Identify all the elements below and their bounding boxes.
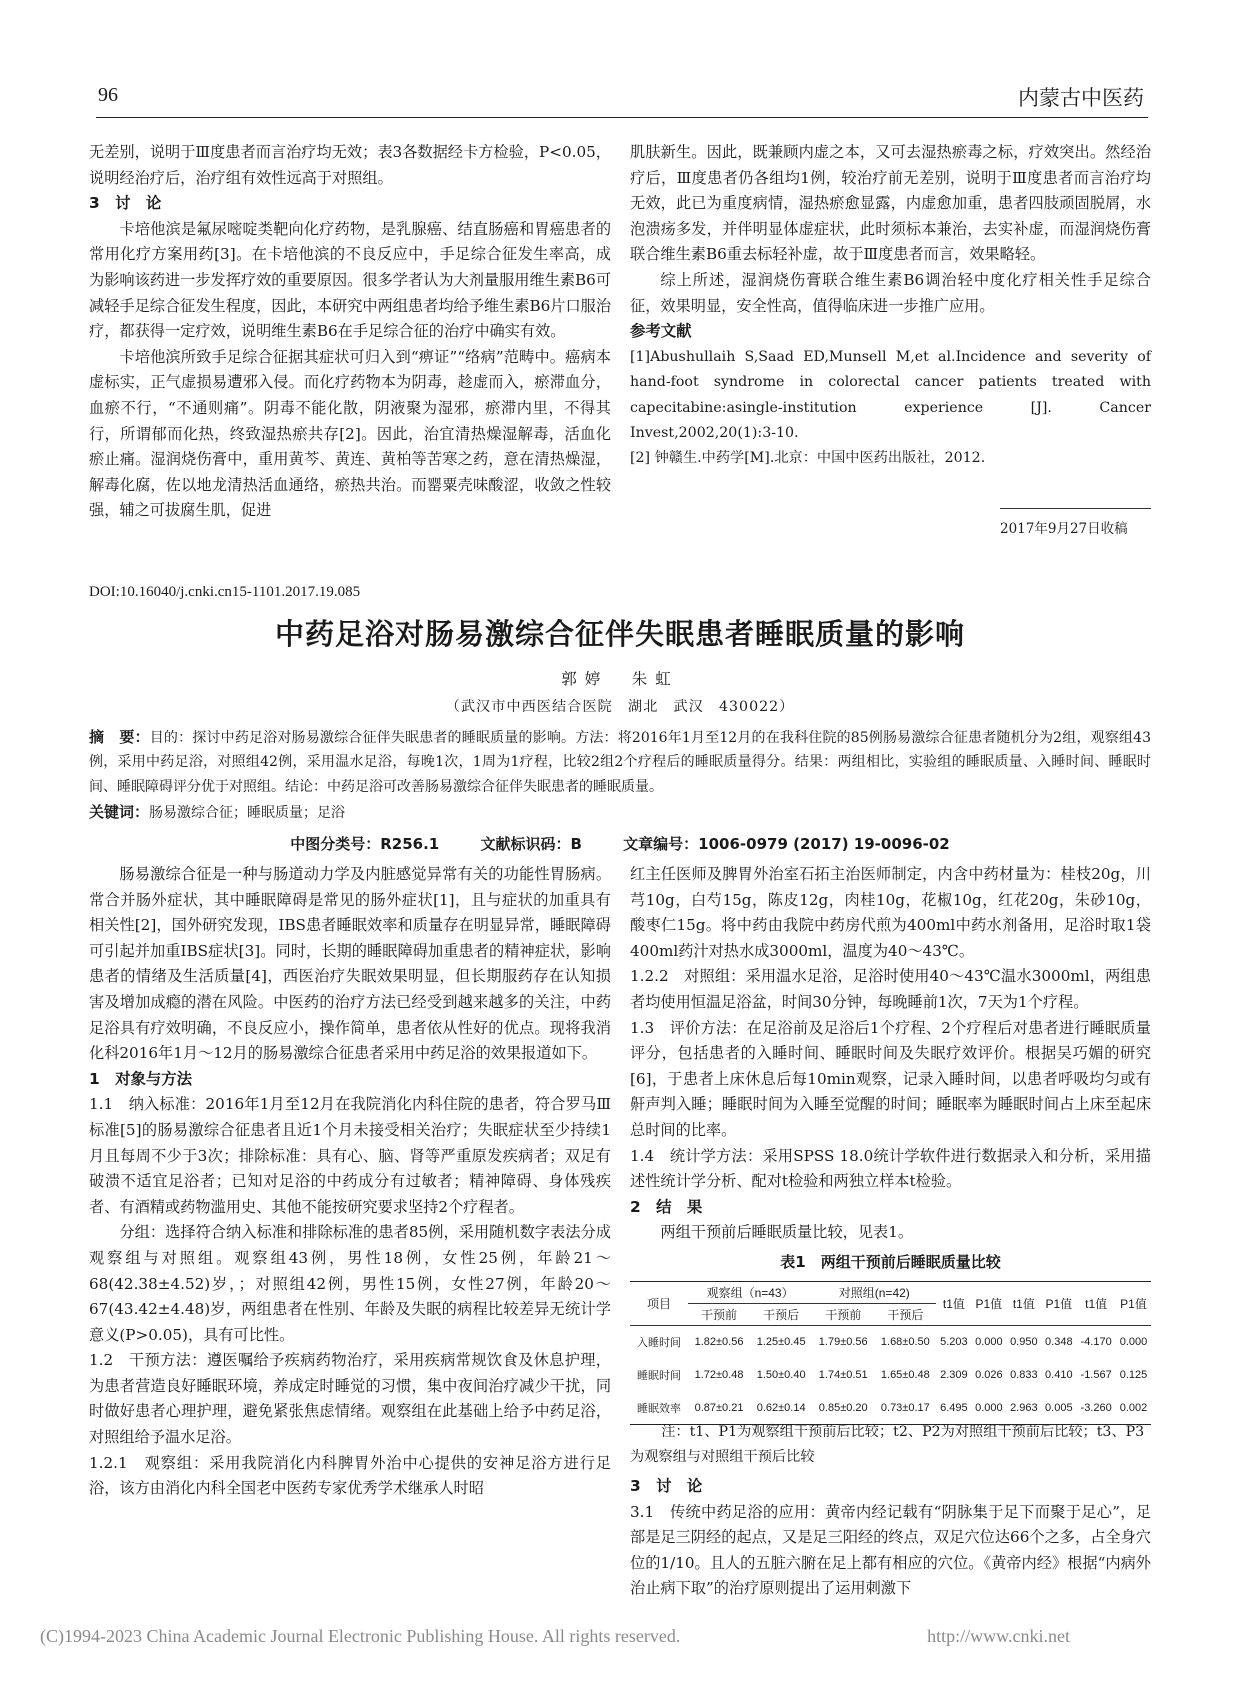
table-header-ctl-pre: 干预前 (812, 1304, 874, 1326)
footer-link[interactable]: http://www.cnki.net (927, 1626, 1070, 1646)
prev-paragraph: 卡培他滨所致手足综合征据其症状可归入到“痹证”“络病”范畴中。癌病本虚标实，正气虚损易遭邪入侵。而化疗药物本为阴毒，趁虚而入，瘀滞血分，血瘀不行，“不通则痛”。阴毒不能化散，阴液聚为湿邪，瘀滞内里，不得其行，所谓郁而化热，终致湿热瘀共存[2]。因此，治宜清热燥湿解毒，活血化瘀止痛。湿润烧伤膏中，重用黄芩、黄连、黄柏等苦寒之药，意在清热燥湿，解毒化腐，佐以地龙清热活血通络，瘀热共治。而罂粟壳味酸涩，收敛之性较强，辅之可拔腐生肌，促进 (89, 347, 611, 520)
body-paragraph: 1.4 统计学方法：采用SPSS 18.0统计学软件进行数据录入和分析，采用描述性统计学分析、配对t检验和两独立样本t检验。 (630, 1146, 1151, 1191)
body-paragraph: 两组干预前后睡眠质量比较，见表1。 (660, 1223, 914, 1242)
table-cell: 0.73±0.17 (874, 1392, 936, 1425)
document-code: 文献标识码：B (480, 835, 582, 853)
table-cell: 0.85±0.20 (812, 1392, 874, 1425)
table-header-obs-pre: 干预前 (688, 1304, 750, 1326)
body-paragraph: 1.3 评价方法：在足浴前及足浴后1个疗程、2个疗程后对患者进行睡眠质量评分，包括患者的入睡时间、睡眠时间及失眠疗效评价。根据吴巧媚的研究[6]，于患者上床休息后每10min观察，记录入睡时间，以患者呼吸均匀或有鼾声判入睡；睡眠时间为入睡至觉醒的时间；睡眠率为睡眠时间占上床至起床总时间的比率。 (630, 1018, 1151, 1139)
abstract (89, 725, 1151, 799)
page-number: 96 (98, 84, 118, 106)
table-header-p3: P1值 (1116, 1282, 1151, 1326)
table-header-p2: P1值 (1041, 1282, 1076, 1326)
table-cell: 0.000 (971, 1392, 1006, 1425)
table-cell: 0.833 (1010, 1369, 1038, 1381)
section-heading: 2 结 果 (630, 1197, 703, 1216)
table-cell: 0.62±0.14 (750, 1392, 812, 1425)
table-note: 注：t1、P1为观察组干预前后比较；t2、P2为对照组干预前后比较；t3、P3为观察组与对照组干预后比较 (630, 1424, 1145, 1465)
keywords-label: 关键词： (89, 803, 150, 821)
table-cell: 1.72±0.48 (694, 1369, 744, 1381)
divider (1000, 508, 1151, 509)
article-title: 中药足浴对肠易激综合征伴失眠患者睡眠质量的影响 (274, 617, 965, 651)
table-header-obs-group: 观察组（n=43） (688, 1282, 812, 1304)
copyright-footer (40, 1626, 1200, 1647)
abstract-label: 摘 要： (89, 728, 150, 746)
prev-article-right-column (630, 140, 1151, 472)
table-cell: 0.125 (1119, 1369, 1148, 1381)
doi: DOI:10.16040/j.cnki.cn15-1101.2017.19.085 (89, 584, 361, 600)
table-cell: 5.203 (940, 1336, 968, 1349)
table-cell: 0.026 (975, 1369, 1003, 1381)
table-cell: 1.50±0.40 (756, 1369, 806, 1381)
article-left-column (89, 862, 611, 1502)
table-header-t3: t1值 (1076, 1282, 1116, 1326)
table-title: 表1 两组干预前后睡眠质量比较 (780, 1253, 1001, 1271)
table-header-ctl-post: 干预后 (874, 1304, 936, 1326)
section-heading: 3 讨 论 (630, 1477, 703, 1495)
table-sleep-quality (630, 1281, 1151, 1425)
table-header-ctl-group: 对照组(n=42) (812, 1282, 936, 1304)
table-cell: 0.348 (1045, 1336, 1073, 1349)
table-cell: -4.170 (1080, 1336, 1112, 1349)
authors: 郭婷 朱虹 (561, 670, 679, 688)
table-cell: 1.82±0.56 (694, 1336, 744, 1349)
copyright-text: (C)1994-2023 China Academic Journal Electronic Publishing House. All rights reserved. (40, 1626, 681, 1646)
body-paragraph: 3.1 传统中药足浴的应用：黄帝内经记载有“阴脉集于足下而聚于足心”，足部是足三阴经的起点，又是足三阳经的终点，双足穴位达66个之多，占全身穴位的1/10。且人的五脏六腑在足上都有相应的穴位。《黄帝内经》根据“内病外治止病下取”的治疗原则提出了运用刺激下 (630, 1502, 1151, 1598)
prev-paragraph: 肌肤新生。因此，既兼顾内虚之本，又可去湿热瘀毒之标，疗效突出。然经治疗后，Ⅲ度患者仍各组均1例，较治疗前无差别，说明于Ⅲ度患者而言治疗均无效，此已为重度病情，湿热瘀愈显露，内虚愈加重，患者四肢顽固脱屑，水泡溃疡多发，并伴明显体虚症状，此时须标本兼治，去实补虚，而湿润烧伤膏联合维生素B6重去标轻补虚，故于Ⅲ度患者而言，效果略轻。 (630, 143, 1151, 264)
table-cell: 入睡时间 (637, 1337, 681, 1350)
table-row (630, 1326, 1151, 1359)
table-cell: 0.87±0.21 (688, 1392, 750, 1425)
table-cell: 1.79±0.56 (818, 1336, 868, 1349)
table-cell: 0.950 (1010, 1336, 1038, 1349)
reference-item: [2] 钟赣生.中药学[M].北京：中国中医药出版社，2012. (630, 450, 986, 467)
table-header-obs-post: 干预后 (750, 1304, 812, 1326)
table-header-p1: P1值 (971, 1282, 1006, 1326)
abstract-text: 目的：探讨中药足浴对肠易激综合征伴失眠患者的睡眠质量的影响。方法：将2016年1月至12月的在我科住院的85例肠易激综合征患者随机分为2组，观察组43例，采用中药足浴，对照组42例，采用温水足浴，每晚1次，1周为1疗程，比较2组2个疗程后的睡眠质量得分。结果：两组相比，实验组的睡眠质量、入睡时间、睡眠时间、睡眠障碍评分优于对照组。结论：中药足浴可改善肠易激综合征伴失眠患者的睡眠质量。 (89, 730, 1151, 795)
body-paragraph: 分组：选择符合纳入标准和排除标准的患者85例，采用随机数字表法分成观察组与对照组。观察组43例，男性18例，女性25例，年龄21～68(42.38±4.52)岁，；对照组42例，男性15例，女性27例，年龄20～67(43.42±4.48)岁，两组患者在性别、年龄及失眠的病程比较差异无统计学意义(P>0.05)，具有可比性。 (89, 1223, 611, 1344)
reference-item: [1]Abushullaih S,Saad ED,Munsell M,et al.Incidence and severity of hand-foot syndrome in colorectal cancer patients treated with capecitabine:asingle-institution experience [J]. Cancer Invest,2002,20(1):3-10. (630, 348, 1151, 441)
table-cell: 0.410 (1045, 1369, 1073, 1381)
keywords (89, 801, 1151, 822)
table-cell: 0.000 (975, 1336, 1003, 1349)
table-header-t2: t1值 (1006, 1282, 1041, 1326)
table-row (630, 1359, 1151, 1392)
body-paragraph: 1.2 干预方法：遵医嘱给予疾病药物治疗，采用疾病常规饮食及休息护理，为患者营造良好睡眠环境，养成定时睡觉的习惯，集中夜间治疗减少干扰，同时做好患者心理护理，避免紧张焦虑情绪。观察组在此基础上给予中药足浴，对照组给予温水足浴。 (89, 1351, 611, 1447)
table-cell: 6.495 (936, 1392, 971, 1425)
references-heading: 参考文献 (630, 322, 692, 341)
affiliation: （武汉市中西医结合医院 湖北 武汉 430022） (445, 699, 795, 715)
received-date: 2017年9月27日收稿 (1000, 521, 1128, 537)
table-cell: -3.260 (1076, 1392, 1116, 1425)
table-cell: 睡眠效率 (630, 1392, 688, 1425)
body-paragraph: 肠易激综合征是一种与肠道动力学及内脏感觉异常有关的功能性胃肠病。常合并肠外症状，其中睡眠障碍是常见的肠外症状[1]，且与症状的加重具有相关性[2]，国外研究发现，IBS患者睡眠效率和质量存在明显异常，睡眠障碍可引起并加重IBS症状[3]。同时，长期的睡眠障碍加重患者的精神症状，影响患者的情绪及生活质量[4]，西医治疗失眠效果明显，但长期服药存在认知损害及增加成瘾的潜在风险。中医药的治疗方法已经受到越来越多的关注，中药足浴具有疗效明确，不良反应小，操作简单，患者依从性好的优点。现将我消化科2016年1月～12月的肠易激综合征患者采用中药足浴的效果报道如下。 (89, 865, 611, 1063)
prev-paragraph: 卡培他滨是氟尿嘧啶类靶向化疗药物，是乳腺癌、结直肠癌和胃癌患者的常用化疗方案用药[3]。在卡培他滨的不良反应中，手足综合征发生率高，成为影响该药进一步发挥疗效的重要原因。很多学者认为大剂量服用维生素B6可减轻手足综合征发生程度，因此，本研究中两组患者均给予维生素B6片口服治疗，都获得一定疗效，说明维生素B6在手足综合征的治疗中确实有效。 (89, 219, 612, 341)
table-cell: 0.000 (1119, 1336, 1148, 1349)
table-header-item: 项目 (630, 1282, 688, 1326)
table-cell: 2.309 (940, 1369, 968, 1381)
running-header (96, 82, 1148, 118)
table-header-t1: t1值 (936, 1282, 971, 1326)
table-cell: -1.567 (1080, 1369, 1112, 1381)
table-cell: 睡眠时间 (637, 1370, 681, 1382)
article-right-column (630, 862, 1151, 1246)
classification-line (89, 833, 1151, 854)
keywords-text: 肠易激综合征；睡眠质量；足浴 (149, 805, 346, 821)
article-right-column-cont (630, 1474, 1151, 1602)
prev-article-left-column (89, 140, 611, 524)
table-cell: 1.74±0.51 (818, 1369, 868, 1381)
prev-paragraph: 无差别，说明于Ⅲ度患者而言治疗均无效；表3各数据经卡方检验，P<0.05，说明经治疗后，治疗组有效性远高于对照组。 (89, 143, 611, 187)
section-heading-discussion: 3 讨 论 (89, 194, 162, 213)
table-cell: 0.002 (1116, 1392, 1151, 1425)
table-cell: 0.005 (1041, 1392, 1076, 1425)
section-heading: 1 对象与方法 (89, 1069, 193, 1088)
table-cell: 1.65±0.48 (880, 1369, 930, 1381)
body-paragraph: 1.2.1 观察组：采用我院消化内科脾胃外治中心提供的安神足浴方进行足浴，该方由消化内科全国老中医药专家优秀学术继承人时昭 (89, 1453, 611, 1498)
body-paragraph: 1.1 纳入标准：2016年1月至12月在我院消化内科住院的患者，符合罗马Ⅲ标准[5]的肠易激综合征患者且近1个月未接受相关治疗；失眠症状至少持续1月且每周不少于3次；排除标准：具有心、脑、肾等严重原发疾病者；双足有破溃不适宜足浴者；已知对足浴的中药成分有过敏者；精神障碍、身体残疾者、有酒精或药物滥用史、其他不能按研究要求坚持2个疗程者。 (89, 1095, 611, 1216)
table-cell: 2.963 (1006, 1392, 1041, 1425)
table-cell: 1.25±0.45 (756, 1336, 806, 1349)
prev-paragraph: 综上所述，湿润烧伤膏联合维生素B6调治轻中度化疗相关性手足综合征，效果明显，安全性高，值得临床进一步推广应用。 (630, 270, 1151, 315)
body-paragraph: 1.2.2 对照组：采用温水足浴，足浴时使用40～43℃温水3000ml，两组患者均使用恒温足浴盆，时间30分钟，每晚睡前1次，7天为1个疗程。 (630, 967, 1151, 1011)
journal-name: 内蒙古中医药 (1018, 86, 1144, 110)
article-number: 文章编号：1006-0979 (2017) 19-0096-02 (623, 835, 950, 853)
body-paragraph: 红主任医师及脾胃外治室石拓主治医师制定，内含中药材量为：桂枝20g，川芎10g，白芍15g，陈皮12g，肉桂10g，花椒10g，红花20g，朱砂10g，酸枣仁15g。将中药由我院中药房代煎为400ml中药水剂备用，足浴时取1袋400ml药汁对热水成3000ml，温度为40～43℃。 (630, 865, 1151, 960)
class-number: 中图分类号：R256.1 (290, 835, 440, 853)
table-cell: 1.68±0.50 (880, 1336, 930, 1349)
